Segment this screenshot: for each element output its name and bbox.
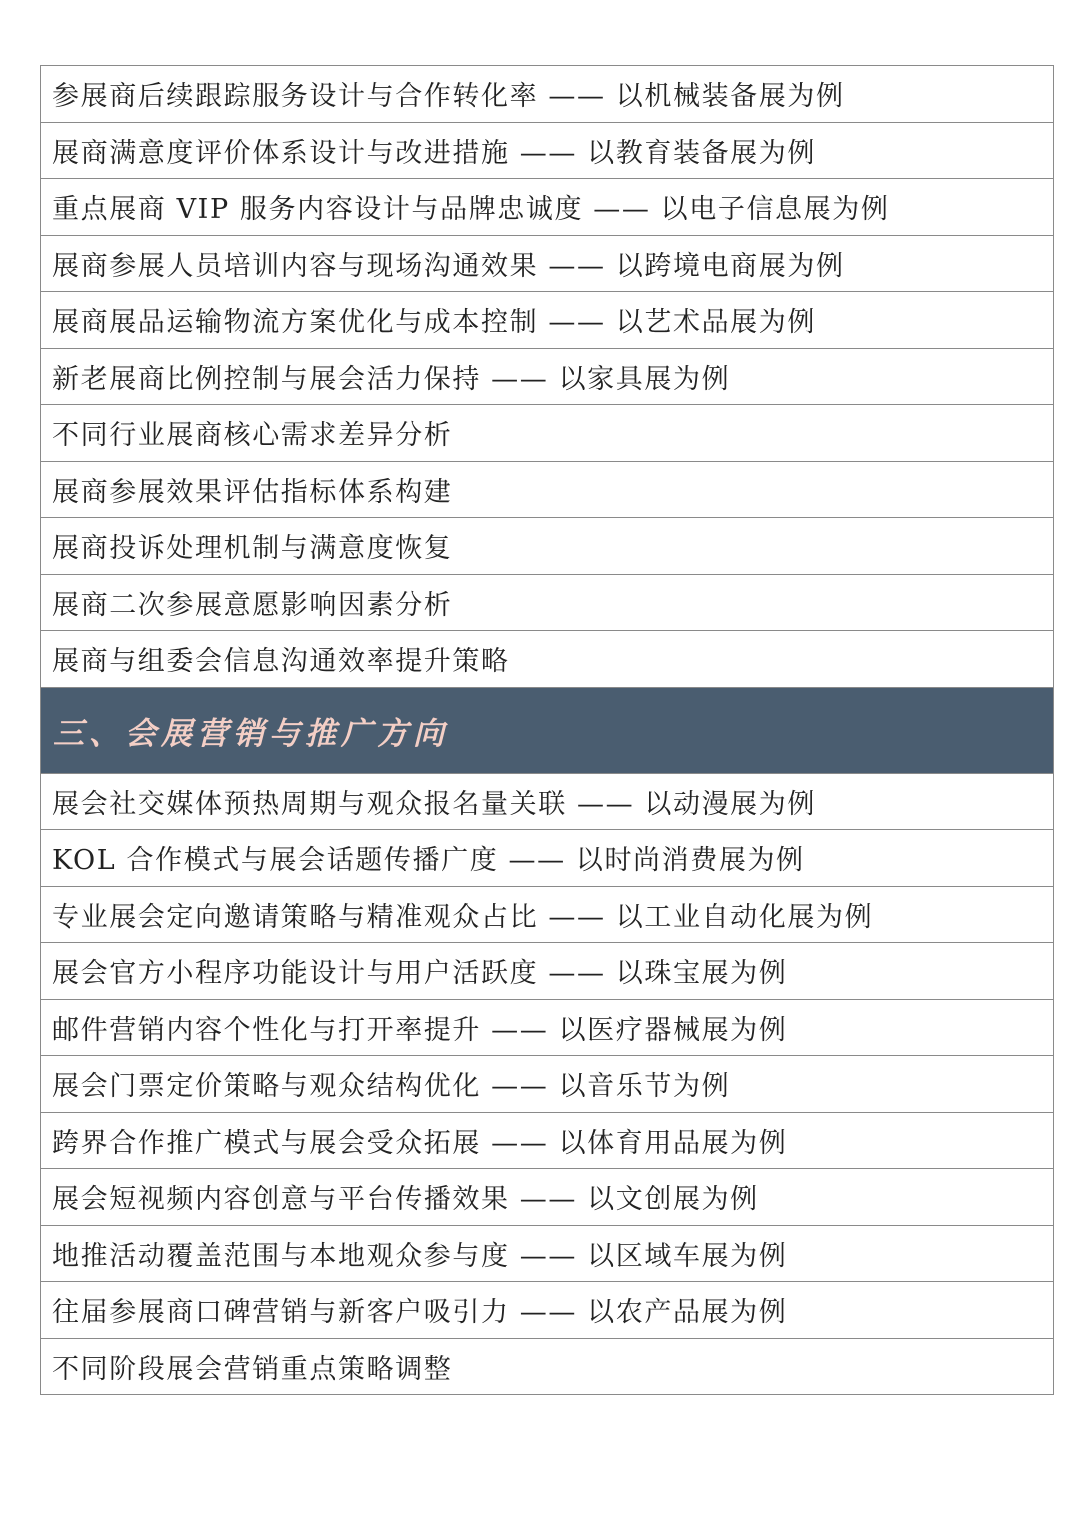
table-row: 展会门票定价策略与观众结构优化 —— 以音乐节为例 [41,1056,1053,1113]
table-row: 展会短视频内容创意与平台传播效果 —— 以文创展为例 [41,1169,1053,1226]
table-row: 展会社交媒体预热周期与观众报名量关联 —— 以动漫展为例 [41,774,1053,831]
table-row: 邮件营销内容个性化与打开率提升 —— 以医疗器械展为例 [41,1000,1053,1057]
table-row: KOL 合作模式与展会话题传播广度 —— 以时尚消费展为例 [41,830,1053,887]
table-row: 不同阶段展会营销重点策略调整 [41,1339,1053,1396]
table-row: 展商参展效果评估指标体系构建 [41,462,1053,519]
table-row: 专业展会定向邀请策略与精准观众占比 —— 以工业自动化展为例 [41,887,1053,944]
table-row: 重点展商 VIP 服务内容设计与品牌忠诚度 —— 以电子信息展为例 [41,179,1053,236]
section-header: 三、会展营销与推广方向 [41,688,1053,774]
table-row: 参展商后续跟踪服务设计与合作转化率 —— 以机械装备展为例 [41,66,1053,123]
table-row: 往届参展商口碑营销与新客户吸引力 —— 以农产品展为例 [41,1282,1053,1339]
table-row: 展会官方小程序功能设计与用户活跃度 —— 以珠宝展为例 [41,943,1053,1000]
topic-table [40,65,1054,1395]
table-row: 展商二次参展意愿影响因素分析 [41,575,1053,632]
table-row: 展商展品运输物流方案优化与成本控制 —— 以艺术品展为例 [41,292,1053,349]
table-row: 展商参展人员培训内容与现场沟通效果 —— 以跨境电商展为例 [41,236,1053,293]
table-row: 地推活动覆盖范围与本地观众参与度 —— 以区域车展为例 [41,1226,1053,1283]
table-row: 不同行业展商核心需求差异分析 [41,405,1053,462]
table-row: 展商与组委会信息沟通效率提升策略 [41,631,1053,688]
table-row: 跨界合作推广模式与展会受众拓展 —— 以体育用品展为例 [41,1113,1053,1170]
table-row: 展商投诉处理机制与满意度恢复 [41,518,1053,575]
table-row: 展商满意度评价体系设计与改进措施 —— 以教育装备展为例 [41,123,1053,180]
table-row: 新老展商比例控制与展会活力保持 —— 以家具展为例 [41,349,1053,406]
